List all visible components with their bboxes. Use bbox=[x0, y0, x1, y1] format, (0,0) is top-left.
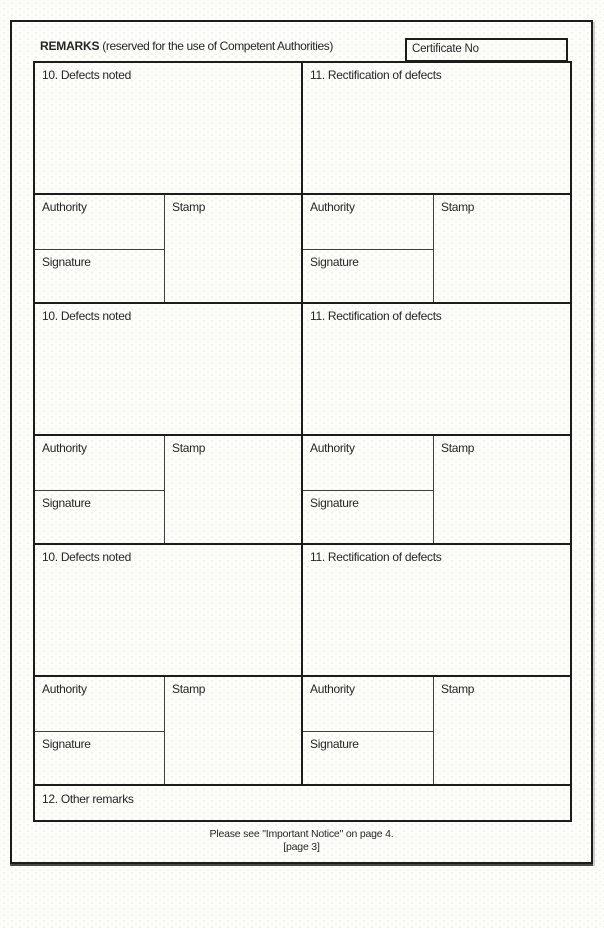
form-title bbox=[40, 39, 333, 53]
stamp-cell-right bbox=[434, 436, 570, 543]
signature-label: Signature bbox=[42, 496, 91, 510]
signature-cell-left bbox=[35, 732, 165, 784]
remarks-section-3 bbox=[35, 545, 570, 786]
notice-text: Please see "Important Notice" on page 4. bbox=[209, 828, 394, 840]
defects-noted-cell bbox=[35, 63, 303, 195]
stamp-cell-left bbox=[165, 195, 303, 302]
stamp-label: Stamp bbox=[441, 200, 475, 214]
rectification-cell bbox=[303, 545, 570, 677]
signature-cell-left bbox=[35, 491, 165, 543]
signature-label: Signature bbox=[42, 737, 91, 751]
signature-cell-right bbox=[303, 732, 434, 784]
signature-cell-right bbox=[303, 491, 434, 543]
defects-noted-cell bbox=[35, 545, 303, 677]
authority-cell-left bbox=[35, 195, 165, 250]
authority-cell-right bbox=[303, 195, 434, 250]
signature-cell-left bbox=[35, 250, 165, 302]
authority-cell-right bbox=[303, 436, 434, 491]
rectification-label: 11. Rectification of defects bbox=[310, 550, 442, 564]
certificate-no-box bbox=[405, 38, 568, 62]
remarks-label: REMARKS bbox=[40, 39, 100, 53]
page-indicator: [page 3] bbox=[283, 841, 320, 853]
stamp-cell-right bbox=[434, 677, 570, 784]
signature-label: Signature bbox=[310, 255, 359, 269]
other-remarks-cell bbox=[35, 786, 570, 820]
stamp-label: Stamp bbox=[172, 682, 206, 696]
stamp-label: Stamp bbox=[441, 441, 475, 455]
signature-cell-right bbox=[303, 250, 434, 302]
rectification-cell bbox=[303, 304, 570, 436]
stamp-cell-right bbox=[434, 195, 570, 302]
remarks-note: (reserved for the use of Competent Authorities) bbox=[102, 39, 333, 53]
remarks-form-sheet bbox=[10, 20, 593, 864]
authority-cell-left bbox=[35, 436, 165, 491]
defects-noted-label: 10. Defects noted bbox=[42, 68, 131, 82]
rectification-cell bbox=[303, 63, 570, 195]
authority-label: Authority bbox=[310, 200, 355, 214]
stamp-cell-left bbox=[165, 677, 303, 784]
page-footer bbox=[12, 828, 591, 854]
defects-noted-label: 10. Defects noted bbox=[42, 309, 131, 323]
authority-label: Authority bbox=[310, 682, 355, 696]
stamp-label: Stamp bbox=[441, 682, 475, 696]
remarks-table bbox=[33, 61, 572, 822]
defects-noted-label: 10. Defects noted bbox=[42, 550, 131, 564]
stamp-cell-left bbox=[165, 436, 303, 543]
authority-label: Authority bbox=[310, 441, 355, 455]
rectification-label: 11. Rectification of defects bbox=[310, 309, 442, 323]
other-remarks-label: 12. Other remarks bbox=[42, 792, 134, 806]
stamp-label: Stamp bbox=[172, 441, 206, 455]
authority-cell-left bbox=[35, 677, 165, 732]
stamp-label: Stamp bbox=[172, 200, 206, 214]
authority-cell-right bbox=[303, 677, 434, 732]
signature-label: Signature bbox=[42, 255, 91, 269]
signature-label: Signature bbox=[310, 496, 359, 510]
certificate-no-label: Certificate No bbox=[412, 43, 479, 55]
remarks-section-1 bbox=[35, 63, 570, 304]
rectification-label: 11. Rectification of defects bbox=[310, 68, 442, 82]
signature-label: Signature bbox=[310, 737, 359, 751]
remarks-section-2 bbox=[35, 304, 570, 545]
authority-label: Authority bbox=[42, 200, 87, 214]
authority-label: Authority bbox=[42, 682, 87, 696]
authority-label: Authority bbox=[42, 441, 87, 455]
defects-noted-cell bbox=[35, 304, 303, 436]
